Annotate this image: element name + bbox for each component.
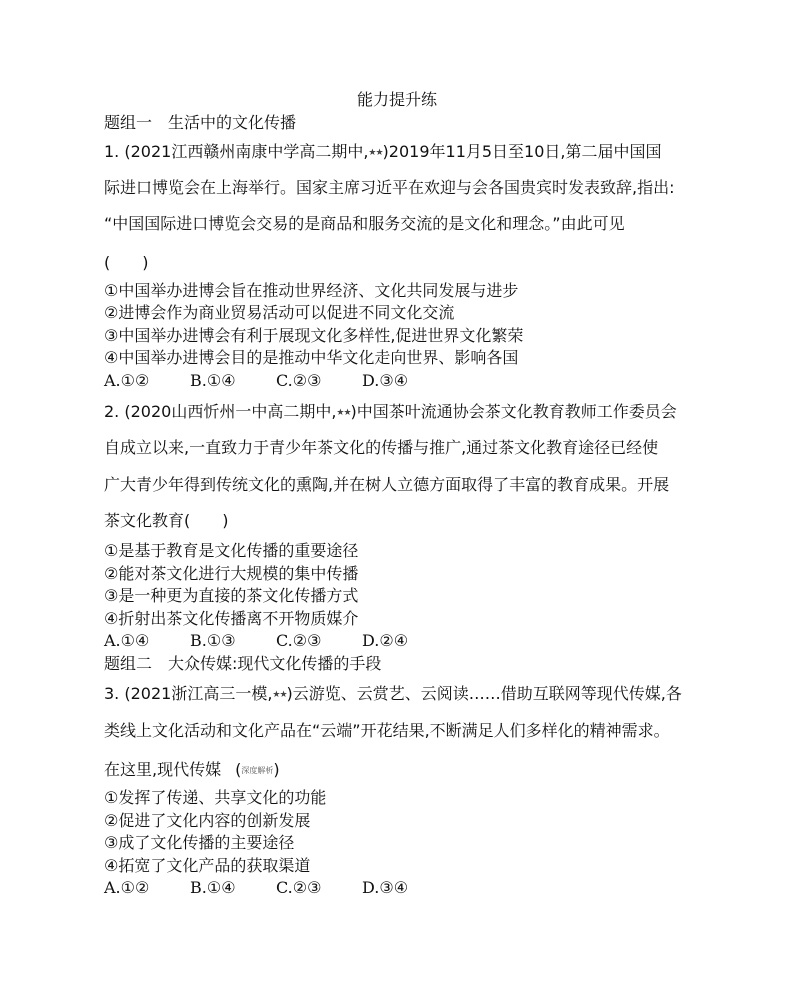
q2-answer-blank: ( ) bbox=[184, 511, 229, 530]
q1-option-2: ②进博会作为商业贸易活动可以促进不同文化交流 bbox=[104, 303, 455, 322]
q1-option-4: ④中国举办进博会目的是推动中华文化走向世界、影响各国 bbox=[104, 348, 519, 367]
q3-choice-d[interactable]: D.③④ bbox=[362, 878, 409, 897]
q2-line1 bbox=[104, 401, 677, 424]
q3-source: 3. (2021浙江高三一模, bbox=[104, 684, 273, 703]
q1-text-1: )2019年11月5日至10日,第二届中国国 bbox=[382, 142, 662, 161]
q2-choice-a[interactable]: A.①④ bbox=[104, 631, 150, 650]
q1-line3: “中国国际进口博览会交易的是商品和服务交流的是文化和理念。”由此可见 bbox=[104, 214, 625, 233]
q1-choices bbox=[104, 370, 448, 392]
q1-line2: 际进口博览会在上海举行。国家主席习近平在欢迎与会各国贵宾时发表致辞,指出: bbox=[104, 178, 675, 197]
q3-blank-close: ) bbox=[273, 760, 280, 779]
difficulty-star-icon: ★★ bbox=[336, 408, 351, 418]
q3-blank-open: ( bbox=[235, 760, 242, 779]
q1-source: 1. (2021江西赣州南康中学高二期中, bbox=[104, 142, 369, 161]
q2-option-1: ①是基于教育是文化传播的重要途径 bbox=[104, 541, 359, 560]
q1-line1 bbox=[104, 141, 662, 164]
q1-choice-b[interactable]: B.①④ bbox=[190, 371, 236, 390]
q1-option-1: ①中国举办进博会旨在推动世界经济、文化共同发展与进步 bbox=[104, 281, 519, 300]
difficulty-star-icon: ★★ bbox=[368, 148, 383, 158]
q1-choice-a[interactable]: A.①② bbox=[104, 371, 150, 390]
q2-option-3: ③是一种更为直接的茶文化传播方式 bbox=[104, 586, 359, 605]
q3-option-3: ③成了文化传播的主要途径 bbox=[104, 833, 295, 852]
page-title: 能力提升练 bbox=[356, 90, 437, 109]
q2-choice-d[interactable]: D.②④ bbox=[362, 631, 409, 650]
q3-choice-a[interactable]: A.①② bbox=[104, 878, 150, 897]
q2-line4 bbox=[104, 510, 229, 532]
q2-choice-c[interactable]: C.②③ bbox=[276, 631, 322, 650]
q3-option-2: ②促进了文化内容的创新发展 bbox=[104, 811, 311, 830]
q3-line1 bbox=[104, 683, 682, 706]
q2-text-4: 茶文化教育 bbox=[104, 511, 185, 530]
q3-option-1: ①发挥了传递、共享文化的功能 bbox=[104, 788, 327, 807]
q1-option-3: ③中国举办进博会有利于展现文化多样性,促进世界文化繁荣 bbox=[104, 326, 524, 345]
q2-text-1: )中国茶叶流通协会茶文化教育教师工作委员会 bbox=[350, 402, 677, 421]
q3-choice-b[interactable]: B.①④ bbox=[190, 878, 236, 897]
q3-text-3: 在这里,现代传媒 bbox=[104, 760, 222, 779]
q1-choice-c[interactable]: C.②③ bbox=[276, 371, 322, 390]
q2-choice-b[interactable]: B.①③ bbox=[190, 631, 236, 650]
q3-choice-c[interactable]: C.②③ bbox=[276, 878, 322, 897]
group1-heading: 题组一 生活中的文化传播 bbox=[104, 113, 297, 132]
q2-choices bbox=[104, 630, 448, 652]
q3-deep-analysis-tag: 深度解析 bbox=[241, 766, 274, 775]
group2-heading: 题组二 大众传媒:现代文化传播的手段 bbox=[104, 654, 382, 673]
q3-choices bbox=[104, 877, 448, 899]
q2-line2: 自成立以来,一直致力于青少年茶文化的传播与推广,通过茶文化教育途径已经使 bbox=[104, 438, 659, 457]
q3-line3 bbox=[104, 759, 280, 782]
q3-option-4: ④拓宽了文化产品的获取渠道 bbox=[104, 856, 311, 875]
q1-choice-d[interactable]: D.③④ bbox=[362, 371, 409, 390]
q2-option-2: ②能对茶文化进行大规模的集中传播 bbox=[104, 564, 359, 583]
q3-line2: 类线上文化活动和文化产品在“云端”开花结果,不断满足人们多样化的精神需求。 bbox=[104, 721, 670, 740]
difficulty-star-icon: ★★ bbox=[272, 690, 287, 700]
q2-source: 2. (2020山西忻州一中高二期中, bbox=[104, 402, 337, 421]
q1-answer-blank: ( ) bbox=[104, 253, 149, 272]
q2-option-4: ④折射出茶文化传播离不开物质媒介 bbox=[104, 609, 359, 628]
q3-text-1: )云游览、云赏艺、云阅读……借助互联网等现代传媒,各 bbox=[286, 684, 682, 703]
q2-line3: 广大青少年得到传统文化的熏陶,并在树人立德方面取得了丰富的教育成果。开展 bbox=[104, 475, 670, 494]
